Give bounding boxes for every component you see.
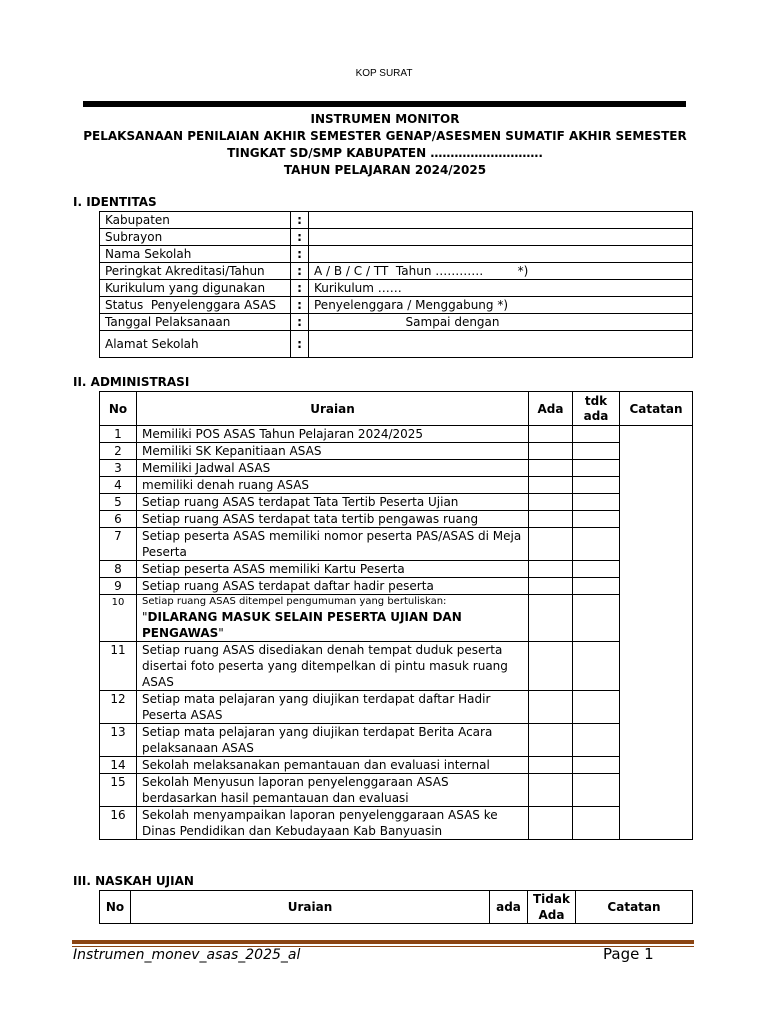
ada-cell[interactable] (529, 691, 573, 724)
identitas-table (99, 211, 693, 358)
page-number: Page 1 (603, 945, 654, 963)
ident-label: Status Penyelenggara ASAS (100, 297, 291, 314)
ada-cell[interactable] (529, 642, 573, 691)
table-row (100, 578, 693, 595)
ident-colon: : (291, 280, 309, 297)
table-row (100, 314, 693, 331)
tdk-ada-cell[interactable] (573, 757, 620, 774)
row-number: 10 (100, 595, 137, 642)
ident-colon: : (291, 297, 309, 314)
table-row (100, 331, 693, 358)
ada-cell[interactable] (529, 595, 573, 642)
ada-cell[interactable] (529, 460, 573, 477)
ada-cell[interactable] (529, 443, 573, 460)
administrasi-table (99, 391, 693, 840)
tdk-ada-cell[interactable] (573, 494, 620, 511)
table-row (100, 280, 693, 297)
table-row (100, 691, 693, 724)
ident-colon: : (291, 212, 309, 229)
row-uraian: Setiap ruang ASAS terdapat Tata Tertib Peserta Ujian (137, 494, 529, 511)
row-number: 4 (100, 477, 137, 494)
col-header-uraian: Uraian (131, 891, 490, 924)
table-row (100, 443, 693, 460)
row-number: 6 (100, 511, 137, 528)
title-line-1: INSTRUMEN MONITOR (310, 112, 460, 126)
ada-cell[interactable] (529, 477, 573, 494)
row-number: 2 (100, 443, 137, 460)
ada-cell[interactable] (529, 807, 573, 840)
row-number: 5 (100, 494, 137, 511)
ident-label: Subrayon (100, 229, 291, 246)
row-uraian: Setiap ruang ASAS terdapat tata tertib pengawas ruang (137, 511, 529, 528)
row-number: 3 (100, 460, 137, 477)
table-row (100, 724, 693, 757)
tdk-ada-cell[interactable] (573, 561, 620, 578)
footer-filename: Instrumen_monev_asas_2025_al (73, 947, 301, 963)
ada-cell[interactable] (529, 724, 573, 757)
ident-value[interactable] (309, 212, 693, 229)
col-header-uraian: Uraian (137, 392, 529, 426)
col-header-ada: ada (490, 891, 528, 924)
tdk-ada-cell[interactable] (573, 460, 620, 477)
tdk-ada-cell[interactable] (573, 578, 620, 595)
ident-label: Kabupaten (100, 212, 291, 229)
title-line-2: PELAKSANAAN PENILAIAN AKHIR SEMESTER GENAP/ASESMEN SUMATIF AKHIR SEMESTER (83, 129, 687, 143)
kop-surat: KOP SURAT (355, 68, 413, 79)
table-row (100, 494, 693, 511)
ident-colon: : (291, 263, 309, 280)
warning-text: DILARANG MASUK SELAIN PESERTA UJIAN DAN PENGAWAS (142, 610, 462, 640)
tdk-ada-cell[interactable] (573, 443, 620, 460)
col-header-no: No (100, 392, 137, 426)
ident-value[interactable] (309, 229, 693, 246)
table-row (100, 528, 693, 561)
ident-value[interactable]: Kurikulum …… (309, 280, 693, 297)
ident-label: Peringkat Akreditasi/Tahun (100, 263, 291, 280)
row-number: 15 (100, 774, 137, 807)
catatan-cell[interactable] (620, 426, 693, 840)
ident-label: Tanggal Pelaksanaan (100, 314, 291, 331)
row-number: 13 (100, 724, 137, 757)
tdk-ada-cell[interactable] (573, 595, 620, 642)
row-uraian: Setiap mata pelajaran yang diujikan terdapat Berita Acara pelaksanaan ASAS (137, 724, 529, 757)
table-row (100, 426, 693, 443)
row-number: 8 (100, 561, 137, 578)
tdk-ada-cell[interactable] (573, 774, 620, 807)
row-uraian: Setiap ruang ASAS disediakan denah tempat duduk peserta disertai foto peserta yang ditempelkan di pintu masuk ruang ASAS (137, 642, 529, 691)
header-rule (83, 101, 686, 107)
footer-rule-thick (72, 940, 694, 944)
tdk-ada-cell[interactable] (573, 426, 620, 443)
tdk-ada-cell[interactable] (573, 691, 620, 724)
row-uraian: Memiliki POS ASAS Tahun Pelajaran 2024/2025 (137, 426, 529, 443)
quote-open: " (142, 610, 148, 624)
col-header-tdk: tdk (584, 393, 608, 408)
row-number: 12 (100, 691, 137, 724)
row-uraian: Setiap mata pelajaran yang diujikan terdapat daftar Hadir Peserta ASAS (137, 691, 529, 724)
ident-label: Alamat Sekolah (100, 331, 291, 358)
row-uraian: memiliki denah ruang ASAS (137, 477, 529, 494)
col-header-tdk-ada-line2: ada (583, 408, 609, 423)
row-uraian: Setiap peserta ASAS memiliki nomor peserta PAS/ASAS di Meja Peserta (137, 528, 529, 561)
table-row (100, 757, 693, 774)
table-row (100, 561, 693, 578)
row-uraian (137, 595, 529, 642)
row-number: 9 (100, 578, 137, 595)
row-uraian: Setiap peserta ASAS memiliki Kartu Peserta (137, 561, 529, 578)
naskah-table (99, 890, 693, 924)
table-row (100, 477, 693, 494)
col-header-tidak-ada (528, 891, 576, 924)
col-header-catatan: Catatan (620, 392, 693, 426)
ada-cell[interactable] (529, 528, 573, 561)
ident-colon: : (291, 246, 309, 263)
tdk-ada-cell[interactable] (573, 724, 620, 757)
row-uraian-intro: Setiap ruang ASAS ditempel pengumuman yang bertuliskan: (142, 596, 447, 607)
table-row (100, 229, 693, 246)
row-number: 14 (100, 757, 137, 774)
table-row (100, 460, 693, 477)
ada-cell[interactable] (529, 426, 573, 443)
section-identitas-heading: I. IDENTITAS (73, 195, 157, 209)
ident-colon: : (291, 331, 309, 358)
row-uraian: Sekolah melaksanakan pemantauan dan evaluasi internal (137, 757, 529, 774)
ada-cell[interactable] (529, 561, 573, 578)
table-row (100, 595, 693, 642)
table-row (100, 642, 693, 691)
ident-value[interactable]: A / B / C / TT Tahun ………… *) (309, 263, 693, 280)
tdk-ada-cell[interactable] (573, 511, 620, 528)
table-row (100, 807, 693, 840)
ada-cell[interactable] (529, 578, 573, 595)
col-header-no: No (100, 891, 131, 924)
ident-label: Nama Sekolah (100, 246, 291, 263)
tdk-ada-cell[interactable] (573, 528, 620, 561)
ident-colon: : (291, 229, 309, 246)
ident-value[interactable]: Penyelenggara / Menggabung *) (309, 297, 693, 314)
ident-value[interactable]: Sampai dengan (309, 314, 693, 331)
row-number: 11 (100, 642, 137, 691)
row-number: 1 (100, 426, 137, 443)
col-header-tidak: Tidak (533, 892, 570, 906)
ada-cell[interactable] (529, 774, 573, 807)
tdk-ada-cell[interactable] (573, 807, 620, 840)
ada-cell[interactable] (529, 494, 573, 511)
col-header-catatan: Catatan (575, 891, 692, 924)
col-header-tidak-ada-line2: Ada (538, 908, 565, 922)
ident-value[interactable] (309, 246, 693, 263)
ident-colon: : (291, 314, 309, 331)
table-row (100, 774, 693, 807)
col-header-tdk-ada (573, 392, 620, 426)
tdk-ada-cell[interactable] (573, 642, 620, 691)
ident-label: Kurikulum yang digunakan (100, 280, 291, 297)
ada-cell[interactable] (529, 511, 573, 528)
row-uraian: Memiliki SK Kepanitiaan ASAS (137, 443, 529, 460)
title-line-3: TINGKAT SD/SMP KABUPATEN ………………………. (227, 146, 543, 160)
row-number: 7 (100, 528, 137, 561)
table-row (100, 246, 693, 263)
row-uraian: Memiliki Jadwal ASAS (137, 460, 529, 477)
row-uraian: Sekolah menyampaikan laporan penyelenggaraan ASAS ke Dinas Pendidikan dan Kebudayaan Kab Banyuasin (137, 807, 529, 840)
tdk-ada-cell[interactable] (573, 477, 620, 494)
table-header-row (100, 891, 693, 924)
ada-cell[interactable] (529, 757, 573, 774)
table-row (100, 297, 693, 314)
table-header-row (100, 392, 693, 426)
ident-value[interactable] (309, 331, 693, 358)
document-title (60, 111, 710, 179)
quote-close: " (218, 626, 224, 640)
table-row (100, 212, 693, 229)
table-row (100, 511, 693, 528)
table-row (100, 263, 693, 280)
row-number: 16 (100, 807, 137, 840)
row-uraian: Setiap ruang ASAS terdapat daftar hadir peserta (137, 578, 529, 595)
row-uraian: Sekolah Menyusun laporan penyelenggaraan ASAS berdasarkan hasil pemantauan dan evaluasi (137, 774, 529, 807)
section-naskah-heading: III. NASKAH UJIAN (73, 874, 194, 888)
col-header-ada: Ada (529, 392, 573, 426)
section-administrasi-heading: II. ADMINISTRASI (73, 375, 190, 389)
title-line-4: TAHUN PELAJARAN 2024/2025 (283, 163, 487, 177)
